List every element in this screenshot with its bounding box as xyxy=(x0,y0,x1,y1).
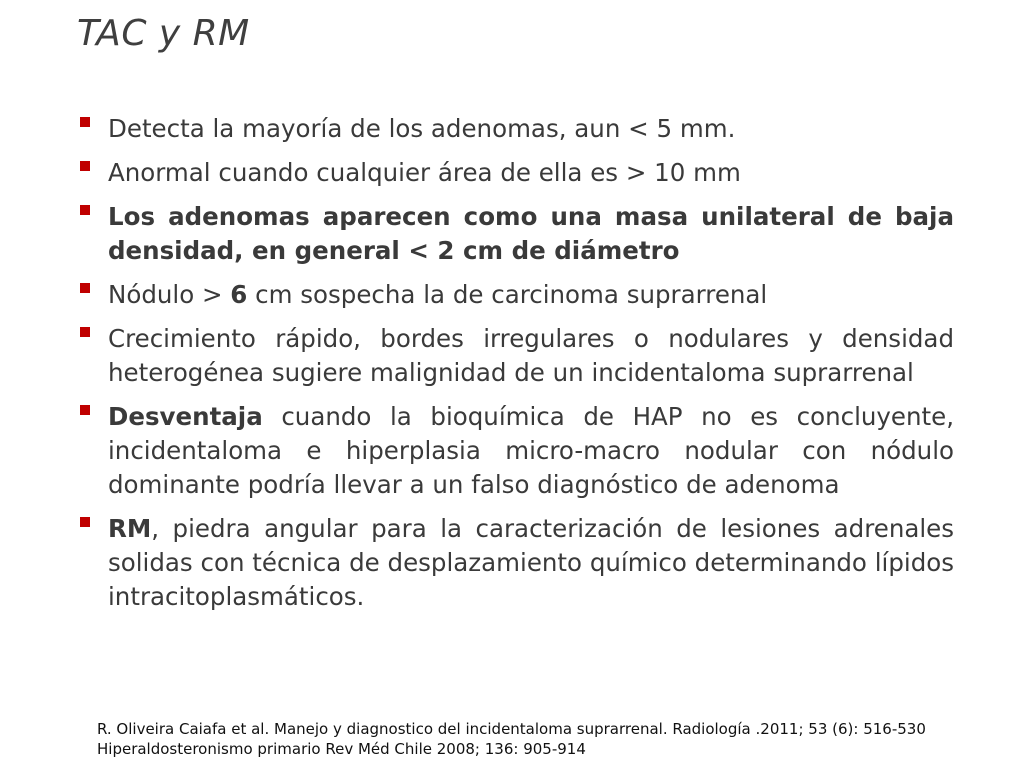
square-bullet-icon xyxy=(80,405,90,415)
bullet-text-bold: Desventaja xyxy=(108,402,263,431)
bullet-text xyxy=(108,324,954,387)
bullet-text-run: Crecimiento rápido, bordes irregulares o nodulares y densidad heterogénea sugiere malignidad de un incidentaloma suprarrenal xyxy=(108,324,954,387)
bullet-text-run: Detecta la mayoría de los adenomas, aun < 5 mm. xyxy=(108,114,736,143)
square-bullet-icon xyxy=(80,205,90,215)
bullet-text-run: , piedra angular para la caracterización de lesiones adrenales solidas con técnica de desplazamiento químico determinando lípidos intracitoplasmáticos. xyxy=(108,514,954,611)
square-bullet-icon xyxy=(80,517,90,527)
bullet-item xyxy=(78,400,954,502)
bullet-text xyxy=(108,280,767,309)
bullet-item xyxy=(78,278,954,312)
bullet-item xyxy=(78,112,954,146)
bullet-text xyxy=(108,514,954,611)
bullet-text-run: Nódulo > xyxy=(108,280,231,309)
reference-line: R. Oliveira Caiafa et al. Manejo y diagnostico del incidentaloma suprarrenal. Radiología .2011; 53 (6): 516-530 xyxy=(97,720,926,738)
bullet-text-run: cm sospecha la de carcinoma suprarrenal xyxy=(247,280,768,309)
slide-title: TAC y RM xyxy=(77,13,250,54)
bullet-text-bold: 6 xyxy=(230,280,248,309)
bullet-text-bold: RM xyxy=(108,514,152,543)
bullet-item xyxy=(78,512,954,614)
bullet-text xyxy=(108,158,741,187)
bullet-text-run: Anormal cuando cualquier área de ella es > 10 mm xyxy=(108,158,741,187)
bullet-item xyxy=(78,156,954,190)
square-bullet-icon xyxy=(80,327,90,337)
reference-line: Hiperaldosteronismo primario Rev Méd Chile 2008; 136: 905-914 xyxy=(97,740,586,758)
bullet-text xyxy=(108,202,954,265)
square-bullet-icon xyxy=(80,161,90,171)
bullet-item xyxy=(78,322,954,390)
square-bullet-icon xyxy=(80,283,90,293)
references xyxy=(97,719,926,759)
bullet-text-bold: Los adenomas aparecen como una masa unilateral de baja densidad, en general < 2 cm de diámetro xyxy=(108,202,954,265)
bullet-text-run: cuando la bioquímica de HAP no es concluyente, incidentaloma e hiperplasia micro-macro nodular con nódulo dominante podría llevar a un falso diagnóstico de adenoma xyxy=(108,402,954,499)
bullet-text xyxy=(108,114,735,143)
bullet-text xyxy=(108,402,954,499)
square-bullet-icon xyxy=(80,117,90,127)
bullet-item xyxy=(78,200,954,268)
bullet-list xyxy=(78,112,954,624)
